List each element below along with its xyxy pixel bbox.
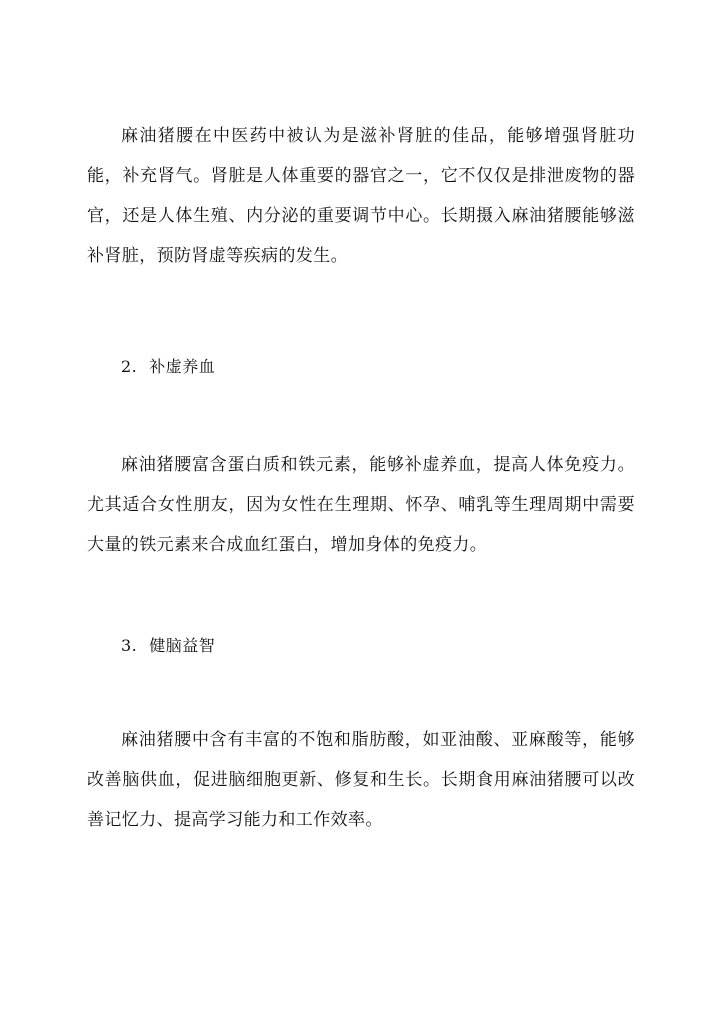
paragraph-kidney-tonic: 麻油猪腰在中医药中被认为是滋补肾脏的佳品，能够增强肾脏功能，补充肾气。肾脏是人体重要的器官之一，它不仅仅是排泄废物的器官，还是人体生殖、内分泌的重要调节中心。长期摄入麻油猪腰能够滋补肾脏，预防肾虚等疾病的发生。 (87, 126, 635, 266)
paragraph-tonify-blood: 麻油猪腰富含蛋白质和铁元素，能够补虚养血，提高人体免疫力。尤其适合女性朋友，因为女性在生理期、怀孕、哺乳等生理周期中需要大量的铁元素来合成血红蛋白，增加身体的免疫力。 (87, 455, 635, 555)
section-title: 补虚养血 (149, 357, 216, 376)
section-number: 2. (121, 357, 138, 376)
paragraph-brain: 麻油猪腰中含有丰富的不饱和脂肪酸，如亚油酸、亚麻酸等，能够改善脑供血，促进脑细胞更新、修复和生长。长期食用麻油猪腰可以改善记忆力、提高学习能力和工作效率。 (87, 730, 635, 830)
section-number: 3. (121, 636, 138, 655)
section-heading-brain (121, 634, 215, 658)
section-heading-tonify-blood (121, 355, 215, 379)
section-title: 健脑益智 (149, 636, 216, 655)
